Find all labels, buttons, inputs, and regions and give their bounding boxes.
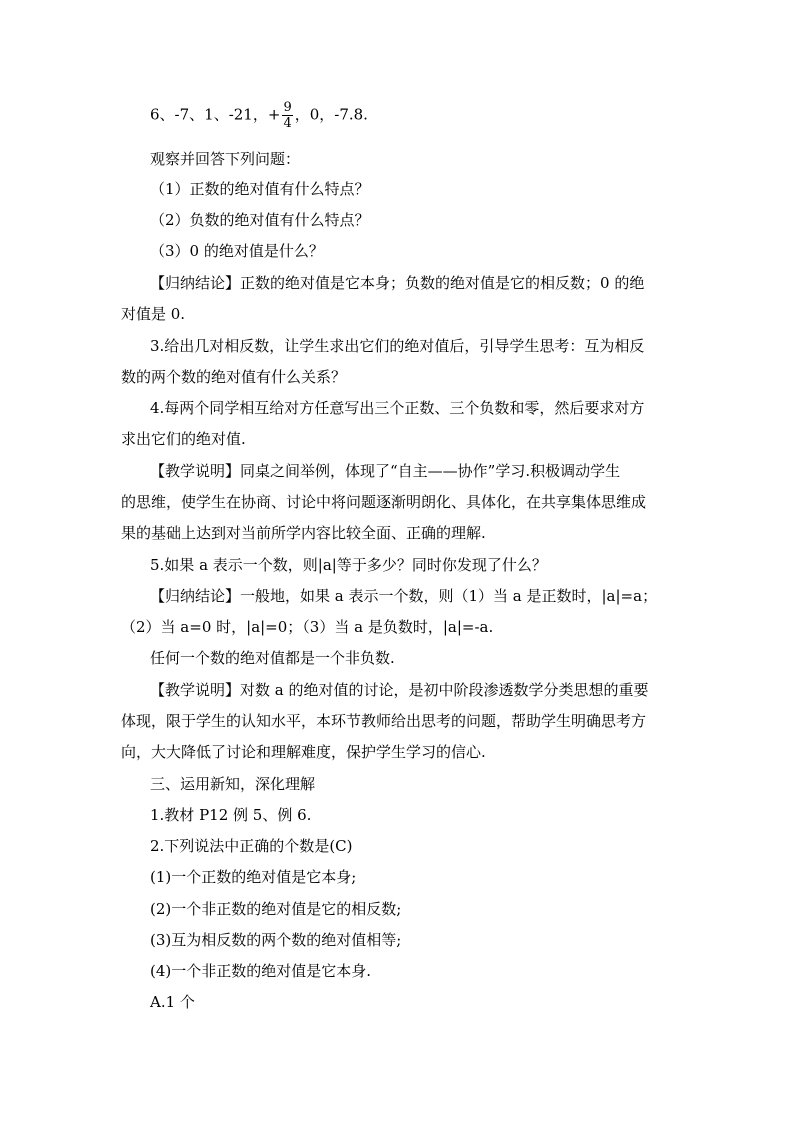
item-3-line1: 3.给出几对相反数，让学生求出它们的绝对值后，引导学生思考：互为相反	[150, 337, 645, 355]
fraction-numerator: 9	[283, 100, 292, 115]
number-list-line	[150, 100, 368, 131]
item-5: 5.如果 a 表示一个数，则|a|等于多少？同时你发现了什么？	[150, 556, 547, 574]
conclusion-2-line2: （2）当 a=0 时，|a|=0；（3）当 a 是负数时，|a|=-a.	[121, 618, 494, 636]
statement-3: (3)互为相反数的两个数的绝对值相等;	[150, 931, 402, 949]
item-4-line2: 求出它们的绝对值.	[121, 430, 246, 448]
item-3-line2: 数的两个数的绝对值有什么关系？	[121, 368, 347, 386]
answer-option-a: A.1 个	[150, 993, 195, 1011]
statement-4: (4)一个非正数的绝对值是它本身.	[150, 962, 372, 980]
fraction-denominator: 4	[283, 116, 292, 131]
item-4-line1: 4.每两个同学相互给对方任意写出三个正数、三个负数和零，然后要求对方	[150, 399, 645, 417]
conclusion-1-line1: 【归纳结论】正数的绝对值是它本身；负数的绝对值是它的相反数；0 的绝	[150, 274, 645, 292]
question-2: （2）负数的绝对值有什么特点？	[150, 211, 370, 229]
teaching-note-1-line1: 【教学说明】同桌之间举例，体现了“自主——协作”学习.积极调动学生	[150, 462, 621, 480]
section-heading: 三、运用新知，深化理解	[150, 775, 316, 793]
text-line: 观察并回答下列问题：	[150, 150, 301, 168]
teaching-note-2-line3: 向，大大降低了讨论和理解难度，保护学生学习的信心.	[121, 743, 486, 761]
exercise-1: 1.教材 P12 例 5、例 6.	[150, 806, 312, 824]
fraction	[282, 100, 292, 131]
number-list-after: ，0，-7.8.	[294, 105, 368, 124]
statement-1: (1)一个正数的绝对值是它本身;	[150, 868, 357, 886]
conclusion-2-line1: 【归纳结论】一般地，如果 a 表示一个数，则（1）当 a 是正数时，|a|=a；	[150, 587, 658, 605]
statement-2: (2)一个非正数的绝对值是它的相反数;	[150, 900, 402, 918]
conclusion-1-line2: 对值是 0.	[121, 305, 186, 323]
question-3: （3）0 的绝对值是什么？	[150, 242, 324, 260]
number-list-before: 6、-7、1、-21，+	[150, 105, 281, 124]
teaching-note-1-line2: 的思维，使学生在协商、讨论中将问题逐渐明朗化、具体化，在共享集体思维成	[121, 493, 647, 511]
question-1: （1）正数的绝对值有什么特点？	[150, 180, 370, 198]
teaching-note-1-line3: 果的基础上达到对当前所学内容比较全面、正确的理解.	[121, 524, 486, 542]
conclusion-2-line3: 任何一个数的绝对值都是一个非负数.	[150, 649, 395, 667]
exercise-2: 2.下列说法中正确的个数是(C)	[150, 837, 353, 855]
teaching-note-2-line1: 【教学说明】对数 a 的绝对值的讨论，是初中阶段渗透数学分类思想的重要	[150, 681, 649, 699]
teaching-note-2-line2: 体现，限于学生的认知水平，本环节教师给出思考的问题，帮助学生明确思考方	[121, 712, 647, 730]
